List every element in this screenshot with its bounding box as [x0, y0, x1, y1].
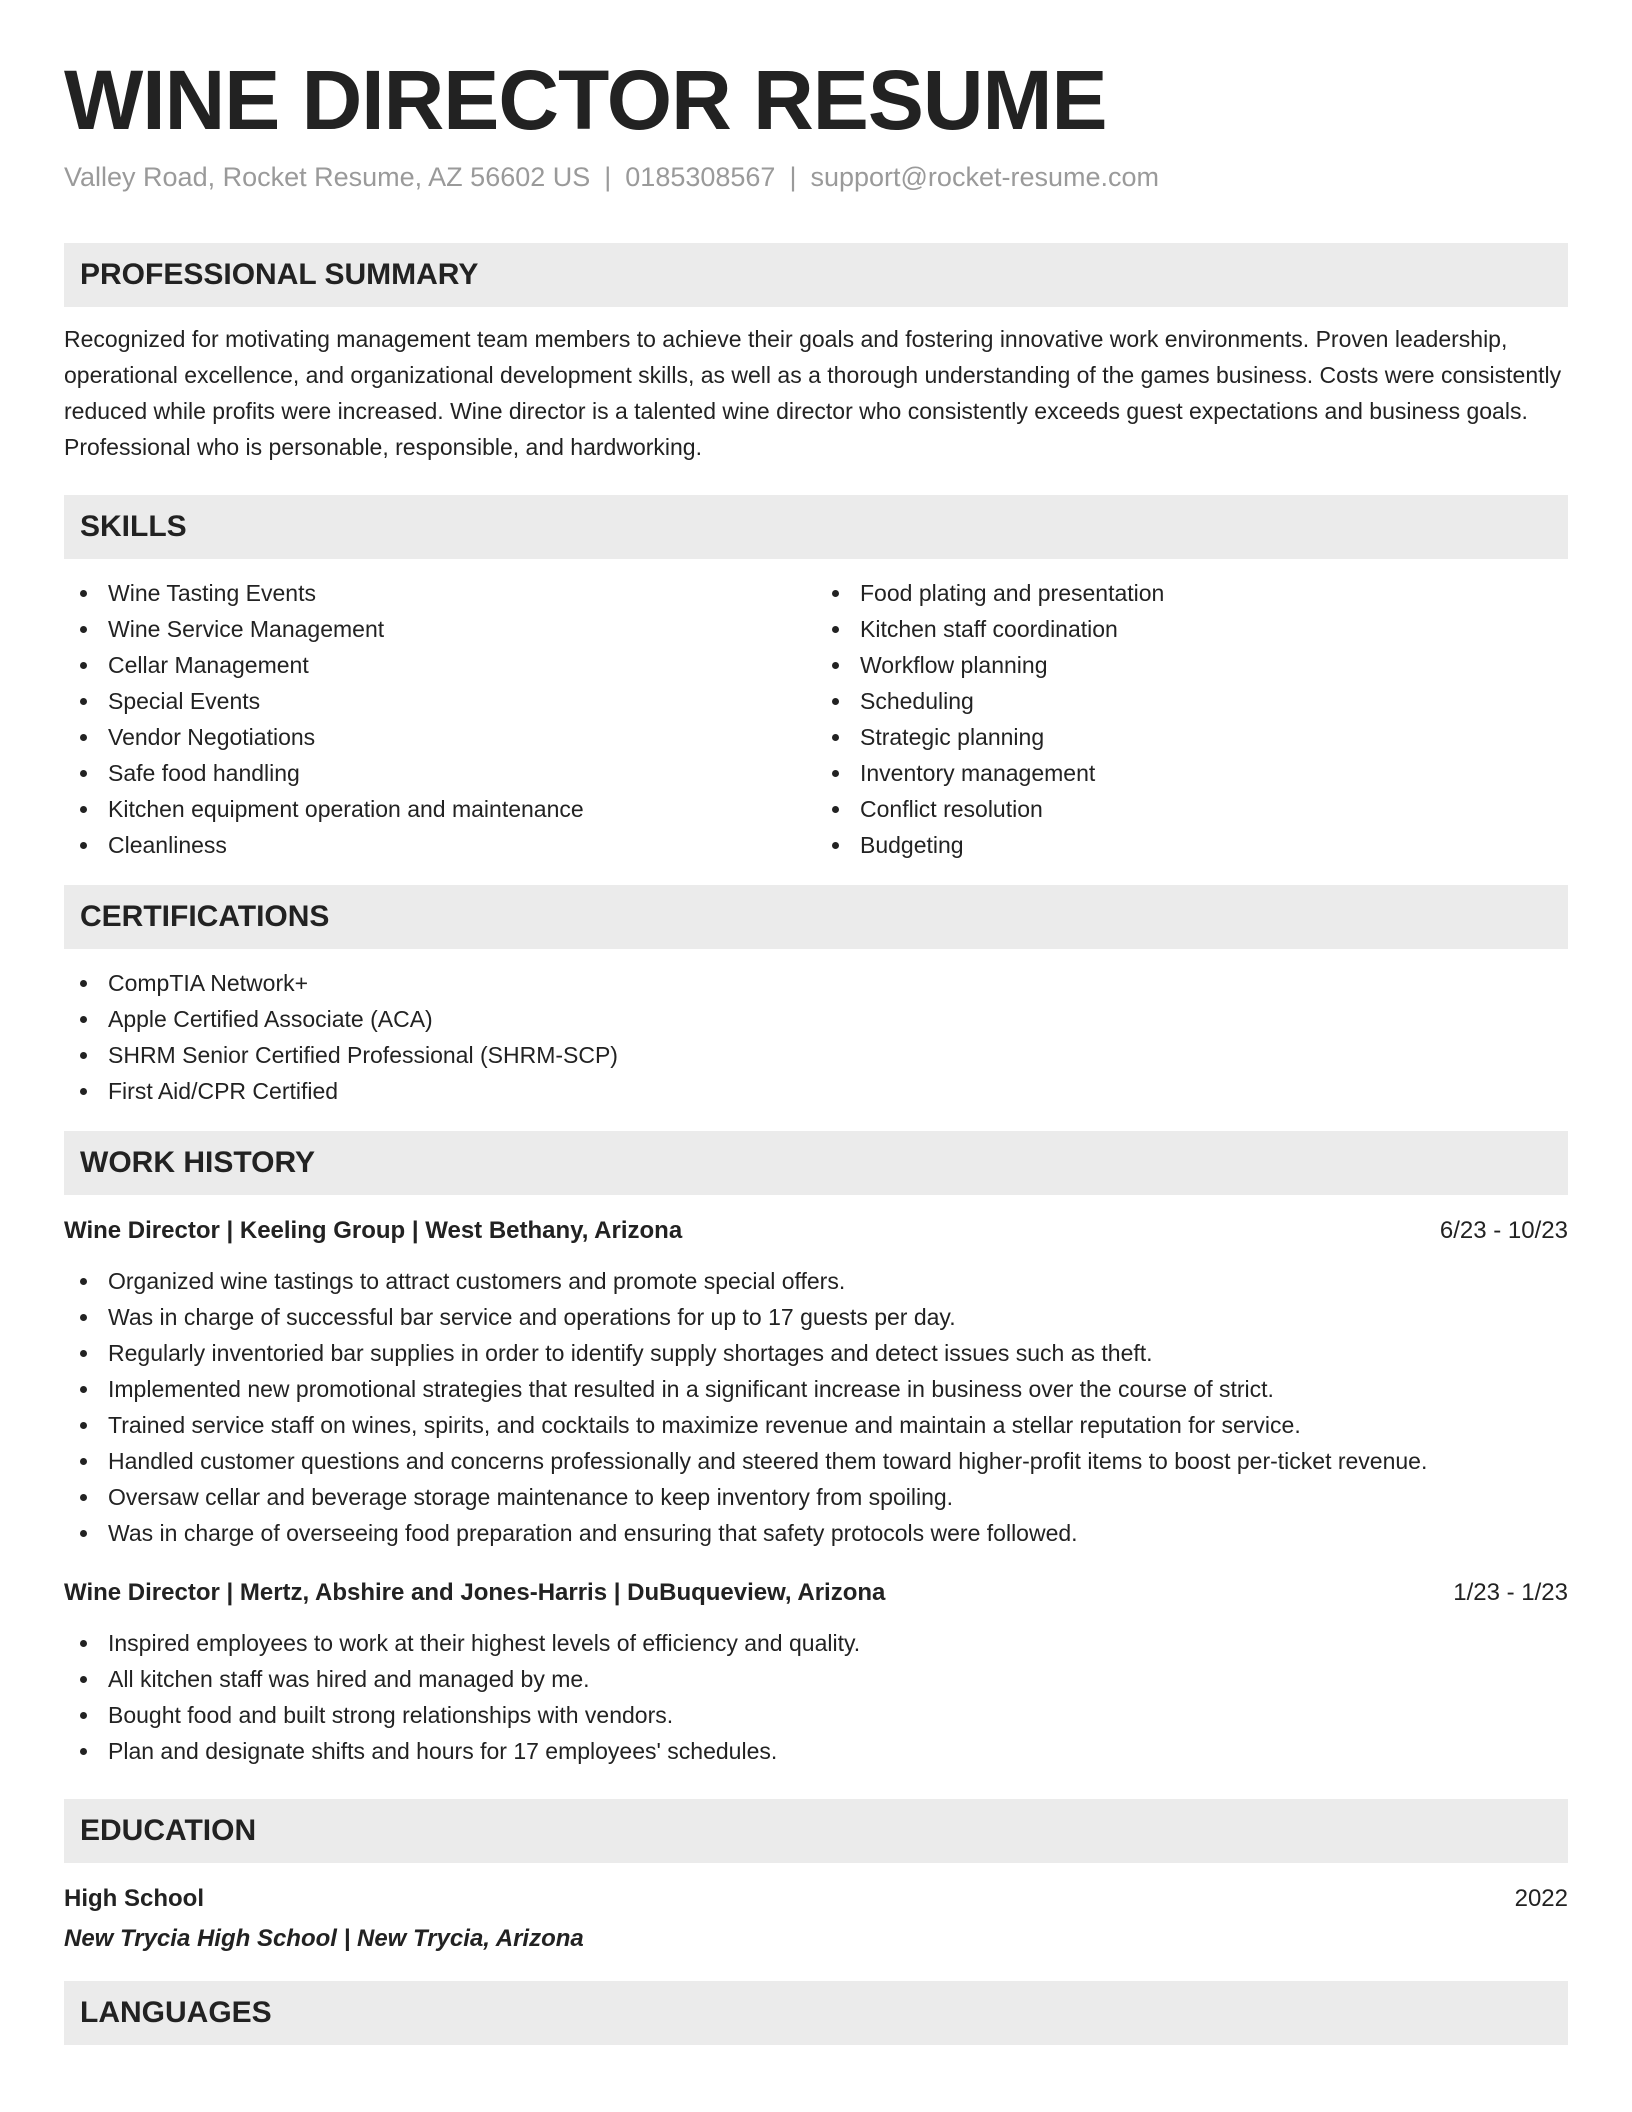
skill-item: Vendor Negotiations [64, 719, 816, 755]
job-dates: 1/23 - 1/23 [1453, 1579, 1568, 1607]
work-history-heading: WORK HISTORY [64, 1131, 1568, 1195]
skill-item: Kitchen equipment operation and maintenance [64, 791, 816, 827]
job-bullet: Handled customer questions and concerns professionally and steered them toward higher-profit items to boost per-ticket revenue. [64, 1443, 1568, 1479]
certification-item: SHRM Senior Certified Professional (SHRM-SCP) [64, 1037, 1568, 1073]
skill-item: Kitchen staff coordination [816, 611, 1568, 647]
job-bullet: Regularly inventoried bar supplies in order to identify supply shortages and detect issues such as theft. [64, 1335, 1568, 1371]
skill-item: Workflow planning [816, 647, 1568, 683]
skills-heading: SKILLS [64, 495, 1568, 559]
skill-item: Wine Tasting Events [64, 575, 816, 611]
job-title: Wine Director | Keeling Group | West Bethany, Arizona [64, 1217, 683, 1245]
job-bullet: Oversaw cellar and beverage storage maintenance to keep inventory from spoiling. [64, 1479, 1568, 1515]
job-bullet: Organized wine tastings to attract customers and promote special offers. [64, 1263, 1568, 1299]
job-bullet: Plan and designate shifts and hours for 17 employees' schedules. [64, 1733, 1568, 1769]
job-bullets [64, 1625, 1568, 1769]
certification-item: First Aid/CPR Certified [64, 1073, 1568, 1109]
job-title: Wine Director | Mertz, Abshire and Jones-Harris | DuBuqueview, Arizona [64, 1579, 886, 1607]
skill-item: Food plating and presentation [816, 575, 1568, 611]
skill-item: Safe food handling [64, 755, 816, 791]
job-dates: 6/23 - 10/23 [1439, 1217, 1568, 1245]
certifications-heading: CERTIFICATIONS [64, 885, 1568, 949]
job-bullet: Bought food and built strong relationships with vendors. [64, 1697, 1568, 1733]
summary-heading: PROFESSIONAL SUMMARY [64, 243, 1568, 307]
skill-item: Scheduling [816, 683, 1568, 719]
job-bullet: All kitchen staff was hired and managed by me. [64, 1661, 1568, 1697]
skills-grid [64, 575, 1568, 863]
education-school: New Trycia High School | New Trycia, Arizona [64, 1925, 584, 1953]
skill-item: Cleanliness [64, 827, 816, 863]
summary-text: Recognized for motivating management team members to achieve their goals and fostering innovative work environments. Proven leadership, operational excellence, and organizational development skills, as well as a thorough understanding of the games business. Costs were consistently reduced while profits were increased. Wine director is a talented wine director who consistently exceeds guest expectations and business goals. Professional who is personable, responsible, and hardworking. [64, 326, 1562, 461]
job-header [64, 1215, 1568, 1247]
languages-heading: LANGUAGES [64, 1981, 1568, 2045]
education-heading: EDUCATION [64, 1799, 1568, 1863]
contact-address: Valley Road, Rocket Resume, AZ 56602 US [64, 162, 591, 193]
skills-list-right [816, 575, 1568, 863]
job-bullet: Was in charge of overseeing food preparation and ensuring that safety protocols were followed. [64, 1515, 1568, 1551]
skill-item: Conflict resolution [816, 791, 1568, 827]
certifications-list [64, 965, 1568, 1109]
job-bullets [64, 1263, 1568, 1551]
contact-line [64, 162, 1568, 193]
contact-separator: | [789, 162, 797, 193]
education-degree: High School [64, 1885, 204, 1913]
job-bullet: Trained service staff on wines, spirits, and cocktails to maximize revenue and maintain a stellar reputation for service. [64, 1407, 1568, 1443]
skills-list-left [64, 575, 816, 863]
education-header [64, 1883, 1568, 1915]
skill-item: Budgeting [816, 827, 1568, 863]
skill-item: Strategic planning [816, 719, 1568, 755]
contact-phone: 0185308567 [625, 162, 776, 193]
skill-item: Special Events [64, 683, 816, 719]
certification-item: Apple Certified Associate (ACA) [64, 1001, 1568, 1037]
job-bullet: Implemented new promotional strategies that resulted in a significant increase in business over the course of strict. [64, 1371, 1568, 1407]
contact-separator: | [604, 162, 612, 193]
skill-item: Cellar Management [64, 647, 816, 683]
job-bullet: Was in charge of successful bar service and operations for up to 17 guests per day. [64, 1299, 1568, 1335]
contact-email[interactable]: support@rocket-resume.com [810, 162, 1159, 193]
certification-item: CompTIA Network+ [64, 965, 1568, 1001]
job-bullet: Inspired employees to work at their highest levels of efficiency and quality. [64, 1625, 1568, 1661]
job-header [64, 1577, 1568, 1609]
skill-item: Inventory management [816, 755, 1568, 791]
resume-title: WINE DIRECTOR RESUME [64, 53, 1107, 147]
education-year: 2022 [1514, 1885, 1568, 1913]
skill-item: Wine Service Management [64, 611, 816, 647]
